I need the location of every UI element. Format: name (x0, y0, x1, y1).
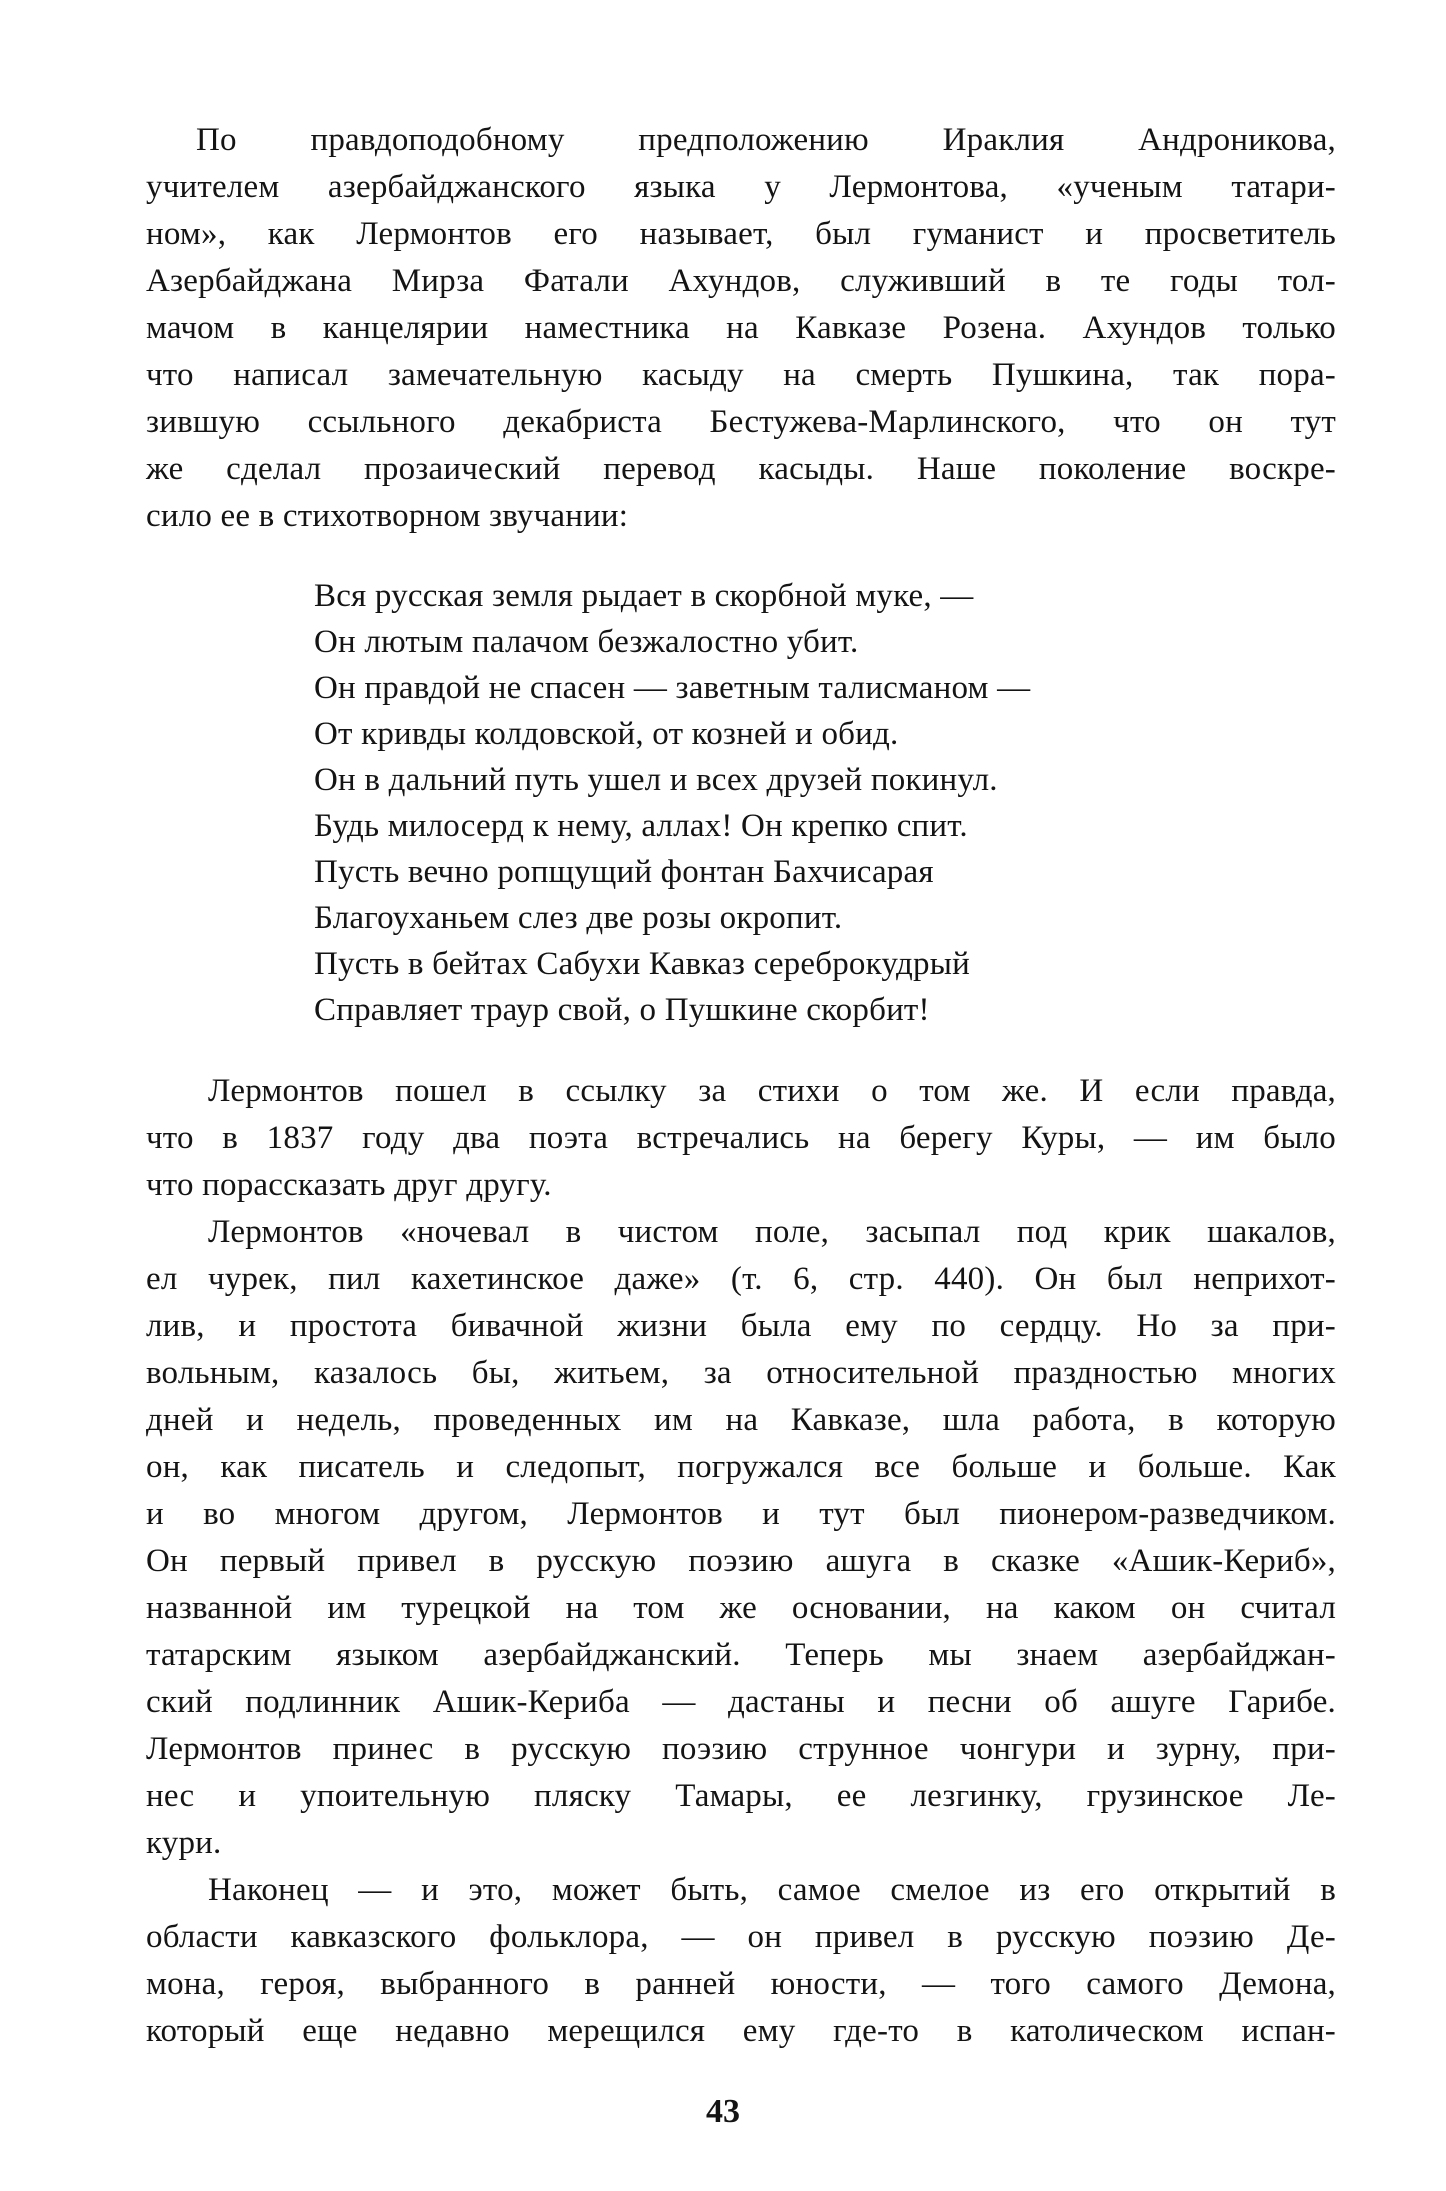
paragraph2-line-2: что в 1837 году два поэта встречались на берегу Куры, — им было (146, 1120, 1336, 1156)
paragraph3-line-10: татарским языком азербайджанский. Теперь мы знаем азербайджан- (146, 1637, 1336, 1673)
paragraph1-line-6: что написал замечательную касыду на смерть Пушкина, так пора- (146, 357, 1336, 393)
paragraph4-line-4: который еще недавно мерещился ему где-то в католическом испан- (146, 2013, 1336, 2049)
paragraph1-line-7: зившую ссыльного декабриста Бестужева-Марлинского, что он тут (146, 404, 1336, 440)
paragraph1-line-9: сило ее в стихотворном звучании: (146, 498, 629, 534)
paragraph3-line-9: названной им турецкой на том же основании, на каком он считал (146, 1590, 1336, 1626)
paragraph3-line-11: ский подлинник Ашик-Кериба — дастаны и песни об ашуге Гарибе. (146, 1684, 1336, 1720)
paragraph1-line-5: мачом в канцелярии наместника на Кавказе Розена. Ахундов только (146, 310, 1336, 346)
paragraph1-line-1: По правдоподобному предположению Ираклия Андроникова, (196, 122, 1336, 158)
paragraph4-line-3: мона, героя, выбранного в ранней юности, — того самого Демона, (146, 1966, 1336, 2002)
poem-line-6: Будь милосерд к нему, аллах! Он крепко спит. (314, 808, 968, 844)
page-number: 43 (706, 2093, 740, 2130)
paragraph3-line-6: он, как писатель и следопыт, погружался все больше и больше. Как (146, 1449, 1336, 1485)
paragraph2-line-3: что порассказать друг другу. (146, 1167, 552, 1203)
paragraph1-line-3: ном», как Лермонтов его называет, был гуманист и просветитель (146, 216, 1336, 252)
paragraph4-line-1: Наконец — и это, может быть, самое смелое из его открытий в (208, 1872, 1336, 1908)
poem-line-4: От кривды колдовской, от козней и обид. (314, 716, 899, 752)
poem-line-9: Пусть в бейтах Сабухи Кавказ сереброкудрый (314, 946, 970, 982)
poem-line-8: Благоуханьем слез две розы окропит. (314, 900, 843, 936)
poem-line-10: Справляет траур свой, о Пушкине скорбит! (314, 992, 930, 1028)
paragraph1-line-4: Азербайджана Мирза Фатали Ахундов, служивший в те годы тол- (146, 263, 1336, 299)
paragraph3-line-13: нес и упоительную пляску Тамары, ее лезгинку, грузинское Ле- (146, 1778, 1336, 1814)
paragraph3-line-2: ел чурек, пил кахетинское даже» (т. 6, стр. 440). Он был неприхот- (146, 1261, 1336, 1297)
paragraph3-line-4: вольным, казалось бы, житьем, за относительной праздностью многих (146, 1355, 1336, 1391)
paragraph4-line-2: области кавказского фольклора, — он привел в русскую поэзию Де- (146, 1919, 1336, 1955)
paragraph3-line-7: и во многом другом, Лермонтов и тут был пионером-разведчиком. (146, 1496, 1336, 1532)
poem-line-1: Вся русская земля рыдает в скорбной муке, — (314, 578, 974, 614)
paragraph3-line-14: кури. (146, 1825, 222, 1861)
poem-line-3: Он правдой не спасен — заветным талисманом — (314, 670, 1031, 706)
paragraph3-line-8: Он первый привел в русскую поэзию ашуга в сказке «Ашик-Кериб», (146, 1543, 1336, 1579)
paragraph3-line-5: дней и недель, проведенных им на Кавказе, шла работа, в которую (146, 1402, 1336, 1438)
poem-line-7: Пусть вечно ропщущий фонтан Бахчисарая (314, 854, 934, 890)
paragraph1-line-2: учителем азербайджанского языка у Лермонтова, «ученым татари- (146, 169, 1336, 205)
paragraph3-line-1: Лермонтов «ночевал в чистом поле, засыпал под крик шакалов, (208, 1214, 1336, 1250)
paragraph3-line-3: лив, и простота бивачной жизни была ему по сердцу. Но за при- (146, 1308, 1336, 1344)
paragraph1-line-8: же сделал прозаический перевод касыды. Наше поколение воскре- (146, 451, 1336, 487)
paragraph2-line-1: Лермонтов пошел в ссылку за стихи о том же. И если правда, (208, 1073, 1336, 1109)
poem-line-5: Он в дальний путь ушел и всех друзей покинул. (314, 762, 998, 798)
paragraph3-line-12: Лермонтов принес в русскую поэзию струнное чонгури и зурну, при- (146, 1731, 1336, 1767)
poem-line-2: Он лютым палачом безжалостно убит. (314, 624, 859, 660)
